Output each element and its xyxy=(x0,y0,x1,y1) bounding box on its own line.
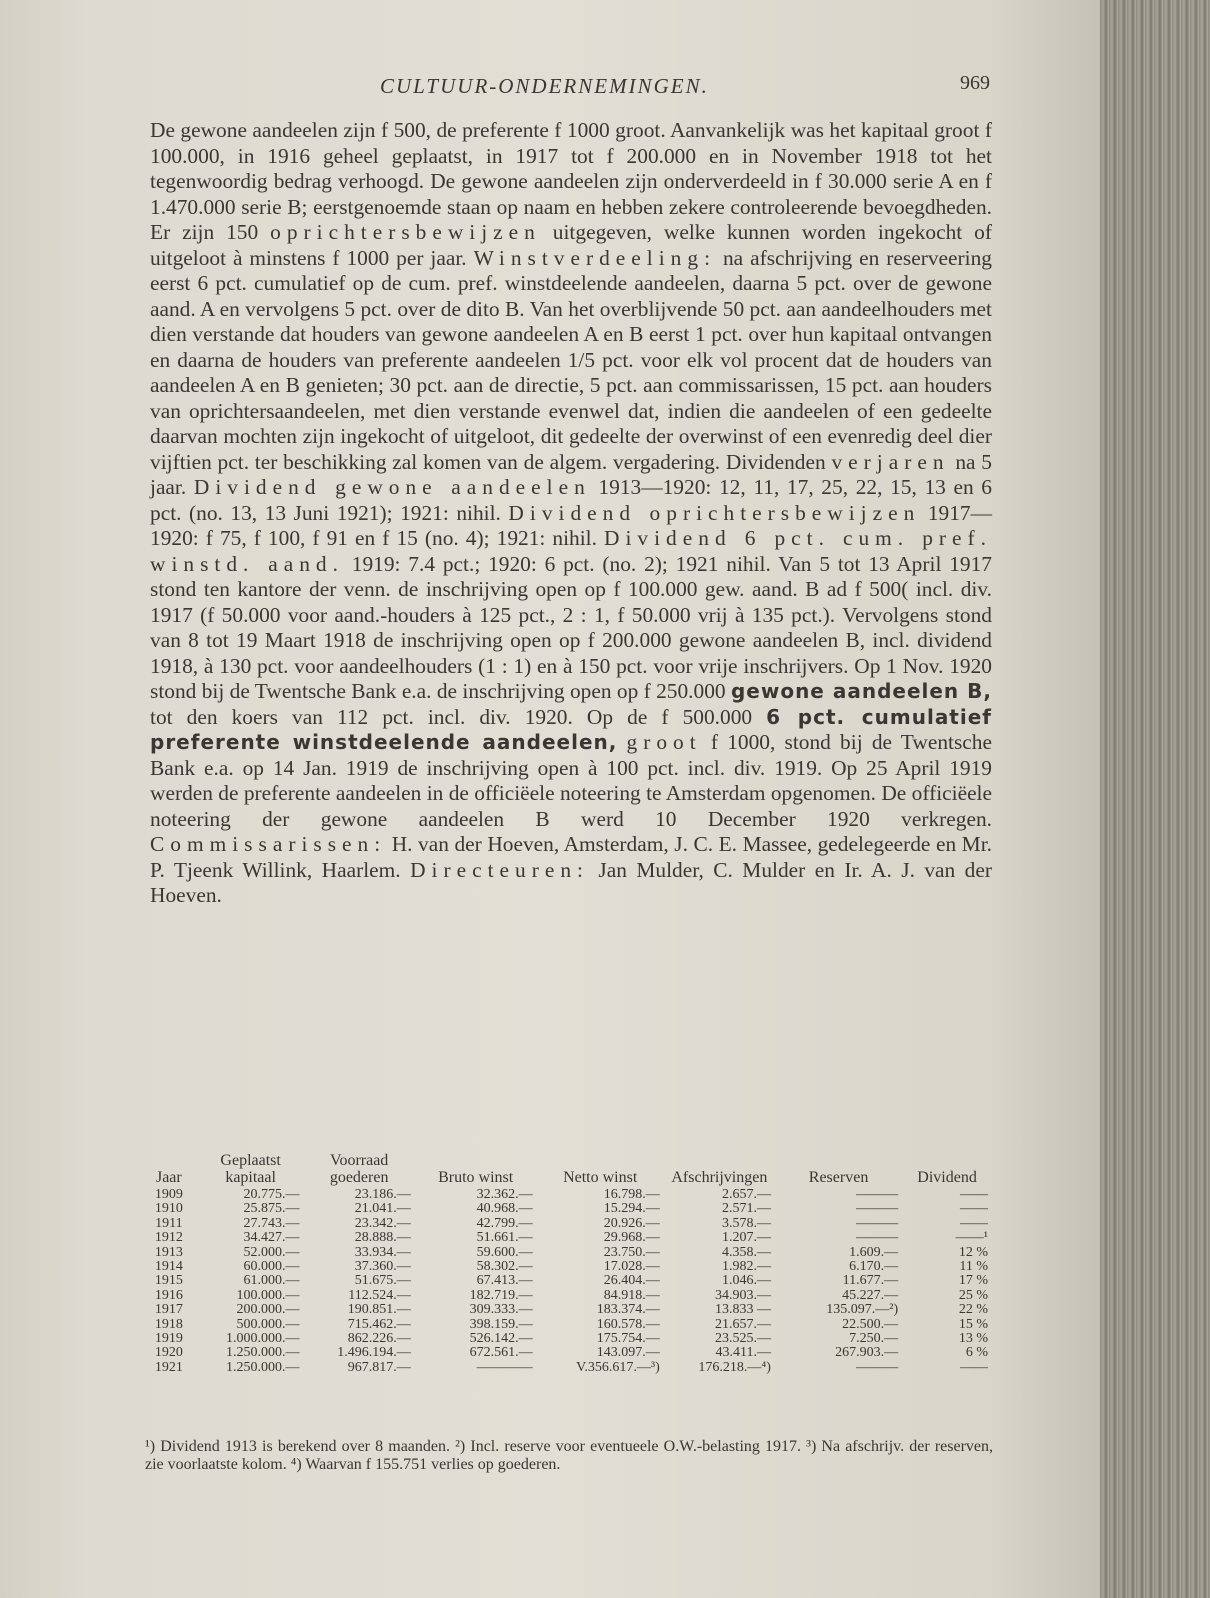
table-row xyxy=(140,1246,992,1260)
footnote-text: ¹) Dividend 1913 is berekend over 8 maanden. ²) Incl. reserve voor eventueele O.W.-belasting 1917. ³) Na afschrijv. der reserven, zie voorlaatste kolom. ⁴) Waarvan f 155.751 verlies op goederen. xyxy=(145,1438,993,1473)
table-row xyxy=(140,1361,992,1375)
cell: 16.798.— xyxy=(603,1187,660,1202)
cell: 20.775.— xyxy=(243,1187,300,1202)
cell: 42.799.— xyxy=(476,1215,533,1231)
table-row xyxy=(140,1274,992,1288)
cell: 309.333.— xyxy=(469,1302,533,1318)
cell: 12 % xyxy=(958,1244,988,1260)
cell: 1916 xyxy=(154,1287,183,1303)
cell: 20.926.— xyxy=(603,1215,660,1231)
table-header-row xyxy=(140,1152,992,1188)
cell: 1.496.194.— xyxy=(337,1345,411,1361)
cell: 1909 xyxy=(154,1187,183,1202)
cell: 45.227.— xyxy=(842,1287,899,1303)
cell: 267.903.— xyxy=(835,1345,899,1361)
cell: —— xyxy=(960,1215,988,1231)
footnotes xyxy=(145,1438,993,1474)
cell: 1.046.— xyxy=(721,1273,771,1289)
table-row xyxy=(140,1289,992,1303)
cell: 862.226.— xyxy=(347,1331,411,1347)
spaced-heading: Winstverdeeling: xyxy=(473,245,717,270)
cell: ——— xyxy=(856,1215,899,1231)
cell: 59.600.— xyxy=(476,1244,533,1260)
cell: 25.875.— xyxy=(243,1201,300,1217)
cell: 135.097.—²) xyxy=(826,1302,899,1318)
cell: —— xyxy=(960,1187,988,1202)
cell: 100.000.— xyxy=(236,1287,300,1303)
spaced-heading: Dividend gewone aandeelen xyxy=(193,475,591,499)
spaced-heading: Directeuren: xyxy=(410,857,589,882)
cell: 26.404.— xyxy=(603,1273,660,1289)
cell: 6.170.— xyxy=(849,1259,899,1275)
col-header: Netto winst xyxy=(563,1169,638,1186)
cell: 200.000.— xyxy=(236,1302,300,1318)
body-paragraph xyxy=(150,118,992,909)
cell: V.356.617.—³) xyxy=(576,1359,660,1375)
bold-term: 6 pct. cumulatief preferente winstdeelende aandeelen, xyxy=(150,704,992,754)
cell: 112.524.— xyxy=(348,1287,411,1303)
spaced-heading: Commissarissen: xyxy=(150,832,387,856)
cell: 2.657.— xyxy=(721,1187,771,1202)
cell: 967.817.— xyxy=(347,1359,411,1375)
cell: 3.578.— xyxy=(721,1215,771,1231)
body-text xyxy=(150,118,992,909)
spaced-heading: Dividend 6 pct. cum. pref. winstd. aand. xyxy=(150,526,992,576)
cell: 23.525.— xyxy=(714,1331,771,1347)
cell: 176.218.—⁴) xyxy=(698,1359,771,1375)
cell: 526.142.— xyxy=(469,1331,533,1347)
running-title: CULTUUR-ONDERNEMINGEN. xyxy=(380,74,709,98)
cell: 1921 xyxy=(154,1359,183,1375)
cell: ——— xyxy=(856,1187,899,1202)
text-run: H. van der Hoeven, Amsterdam, J. C. E. Massee, gedelegeerde en Mr. P. Tjeenk Willink, Haarlem. xyxy=(150,832,992,882)
book-binding-edge xyxy=(1100,0,1210,1598)
spaced-heading: Dividend oprichtersbewijzen xyxy=(508,500,921,525)
cell: 33.934.— xyxy=(354,1244,411,1260)
cell: ——— xyxy=(856,1359,899,1375)
table-row xyxy=(140,1303,992,1317)
cell: 58.302.— xyxy=(476,1259,533,1275)
text-run: De gewone aandeelen zijn f 500, de preferente f 1000 groot. Aanvankelijk was het kapitaal groot f 100.000, in 1916 geheel geplaatst, in 1917 tot f 200.000 en in November 1918 tot het tegenwoordig bedrag verhoogd. De gewone aandeelen zijn onderverdeeld in f 30.000 serie A en f 1.470.000 serie B; eerstgenoemde staan op naam en hebben zekere controleerende bevoegdheden. Er zijn 150 xyxy=(150,118,992,244)
cell: ——— xyxy=(856,1230,899,1246)
text-run: tot den koers van 112 pct. incl. div. 1920. Op de f 500.000 xyxy=(150,704,767,729)
col-header: Voorraad goederen xyxy=(329,1152,389,1186)
cell: 183.374.— xyxy=(596,1302,660,1318)
cell: 6 % xyxy=(965,1345,988,1361)
cell: 715.462.— xyxy=(347,1316,411,1332)
cell: 1915 xyxy=(154,1273,183,1289)
cell: 27.743.— xyxy=(243,1215,300,1231)
table-row xyxy=(140,1217,992,1231)
cell: 1914 xyxy=(154,1259,183,1275)
cell: 1912 xyxy=(154,1230,183,1246)
cell: 43.411.— xyxy=(715,1345,771,1361)
table-row xyxy=(140,1318,992,1332)
cell: 1911 xyxy=(155,1215,183,1231)
cell: 28.888.— xyxy=(354,1230,411,1246)
cell: 21.041.— xyxy=(354,1201,411,1217)
cell: 1.250.000.— xyxy=(226,1345,300,1361)
cell: 7.250.— xyxy=(849,1331,899,1347)
cell: 1.982.— xyxy=(721,1259,771,1275)
text-run: Jan Mulder, C. Mulder en Ir. A. J. van der Hoeven. xyxy=(150,857,992,907)
cell: 1.000.000.— xyxy=(226,1331,300,1347)
cell: 22.500.— xyxy=(842,1316,899,1332)
cell: 500.000.— xyxy=(236,1316,300,1332)
text-run: na 5 jaar. xyxy=(150,449,992,499)
spaced-term: groot xyxy=(626,730,702,754)
cell: 23.750.— xyxy=(603,1244,660,1260)
cell: 40.968.— xyxy=(476,1201,533,1217)
cell: 182.719.— xyxy=(469,1287,533,1303)
cell: 22 % xyxy=(958,1302,988,1318)
cell: 1918 xyxy=(154,1316,183,1332)
running-head xyxy=(150,74,990,104)
cell: —— xyxy=(960,1359,988,1375)
text-run: f 1000, stond bij de Twentsche Bank e.a. op 14 Jan. 1919 de inschrijving open à 100 pct. incl. div. 1919. Op 25 April 1919 werden de preferente aandeelen in de officiëele noteering te Amsterdam opgenomen. De officiëele noteering der gewone aandeelen B werd 10 December 1920 verkregen. xyxy=(150,730,992,831)
text-run xyxy=(617,730,626,754)
cell: 1.207.— xyxy=(721,1230,771,1246)
table-row xyxy=(140,1231,992,1245)
cell: 84.918.— xyxy=(603,1287,660,1303)
text-run: 1917—1920: f 75, f 100, f 91 en f 15 (no. 4); 1921: nihil. xyxy=(150,500,992,550)
cell: 1.609.— xyxy=(849,1244,899,1260)
cell: 398.159.— xyxy=(469,1316,533,1332)
text-run: na afschrijving en reserveering eerst 6 pct. cumulatief op de cum. pref. winstdeelende aandeelen, daarna 5 pct. over de gewone aand. A en vervolgens 5 pct. over de dito B. Van het overblijvende 50 pct. aan aandeelhouders met dien verstande dat houders van gewone aandeelen A en B eerst 1 pct. over hun kapitaal ontvangen en daarna de houders van preferente aandeelen 1/5 pct. voor elk vol procent dat de houders van aandeelen A en B genieten; 30 pct. aan de directie, 5 pct. aan commissarissen, 15 pct. aan houders van oprichtersaandeelen, met dien verstande evenwel dat, indien die aandeelen of een gedeelte daarvan mochten zijn ingekocht of uitgeloot, dit gedeelte der overwinst of een evenredig deel dier vijftien pct. ter beschikking zal komen van de algem. vergadering. Dividenden xyxy=(150,245,992,474)
col-header: Jaar xyxy=(155,1169,182,1186)
col-header: Geplaatst kapitaal xyxy=(220,1152,281,1186)
cell: 15 % xyxy=(958,1316,988,1332)
cell: 23.342.— xyxy=(354,1215,411,1231)
table-row xyxy=(140,1346,992,1360)
cell: —— xyxy=(960,1201,988,1217)
cell: ——— xyxy=(856,1201,899,1217)
col-header: Dividend xyxy=(917,1169,977,1186)
cell: 51.661.— xyxy=(476,1230,533,1246)
cell: 175.754.— xyxy=(596,1331,660,1347)
cell: 21.657.— xyxy=(714,1316,771,1332)
cell: 25 % xyxy=(958,1287,988,1303)
page-number: 969 xyxy=(960,72,990,94)
cell: 13.833 — xyxy=(714,1302,771,1318)
col-header: Afschrijvingen xyxy=(671,1169,768,1186)
cell: 60.000.— xyxy=(243,1259,300,1275)
text-run: 1913—1920: 12, 11, 17, 25, 22, 15, 13 en 6 pct. (no. 13, 13 Juni 1921); 1921: nihil. xyxy=(150,475,993,525)
col-header: Bruto winst xyxy=(438,1169,514,1186)
cell: 1.250.000.— xyxy=(226,1359,300,1375)
table-row xyxy=(140,1188,992,1202)
spaced-term: verjaren xyxy=(831,449,950,474)
cell: 15.294.— xyxy=(603,1201,660,1217)
cell: 67.413.— xyxy=(476,1273,533,1289)
cell: ———— xyxy=(476,1359,533,1375)
cell: 2.571.— xyxy=(721,1201,771,1217)
cell: 51.675.— xyxy=(354,1273,411,1289)
text-run: 1919: 7.4 pct.; 1920: 6 pct. (no. 2); 1921 nihil. Van 5 tot 13 April 1917 stond ten kantore der venn. de inschrijving open op f 100.000 gew. aand. B ad f 500( incl. div. 1917 (f 50.000 voor aand.-houders à 125 pct., 2 : 1, f 50.000 vrij à 135 pct.). Vervolgens stond van 8 tot 19 Maart 1918 de inschrijving open op f 200.000 gewone aandeelen B, incl. dividend 1918, à 130 pct. voor aandeelhouders (1 : 1) en à 150 pct. voor vrije inschrijvers. Op 1 Nov. 1920 stond bij de Twentsche Bank e.a. de inschrijving open op f 250.000 xyxy=(150,551,992,703)
table-row xyxy=(140,1332,992,1346)
cell: 1910 xyxy=(154,1201,183,1217)
col-header: Reserven xyxy=(808,1169,869,1186)
cell: 23.186.— xyxy=(354,1187,411,1202)
spaced-term: oprichtersbewijzen xyxy=(270,220,541,244)
cell: 160.578.— xyxy=(596,1316,660,1332)
cell: 61.000.— xyxy=(243,1273,300,1289)
cell: 29.968.— xyxy=(603,1230,660,1246)
text-run: uitgegeven, welke kunnen worden ingekocht of uitgeloot à minstens f 1000 per jaar. xyxy=(150,220,992,270)
cell: 32.362.— xyxy=(476,1187,533,1202)
cell: 1917 xyxy=(154,1302,183,1318)
cell: 17 % xyxy=(958,1273,988,1289)
cell: 34.427.— xyxy=(243,1230,300,1246)
cell: 1919 xyxy=(154,1331,183,1347)
cell: 11 % xyxy=(959,1259,988,1275)
cell: ——¹ xyxy=(955,1230,988,1246)
cell: 190.851.— xyxy=(347,1302,411,1318)
cell: 52.000.— xyxy=(243,1244,300,1260)
cell: 4.358.— xyxy=(721,1244,771,1260)
cell: 34.903.— xyxy=(714,1287,771,1303)
cell: 37.360.— xyxy=(354,1259,411,1275)
cell: 13 % xyxy=(958,1331,988,1347)
table-row xyxy=(140,1260,992,1274)
bold-term: gewone aandeelen B, xyxy=(730,679,992,703)
cell: 672.561.— xyxy=(469,1345,533,1361)
cell: 17.028.— xyxy=(603,1259,660,1275)
financial-table xyxy=(140,1152,992,1375)
cell: 11.677.— xyxy=(842,1273,899,1289)
cell: 1913 xyxy=(154,1244,183,1260)
table-row xyxy=(140,1202,992,1216)
cell: 1920 xyxy=(154,1345,183,1361)
cell: 143.097.— xyxy=(596,1345,660,1361)
